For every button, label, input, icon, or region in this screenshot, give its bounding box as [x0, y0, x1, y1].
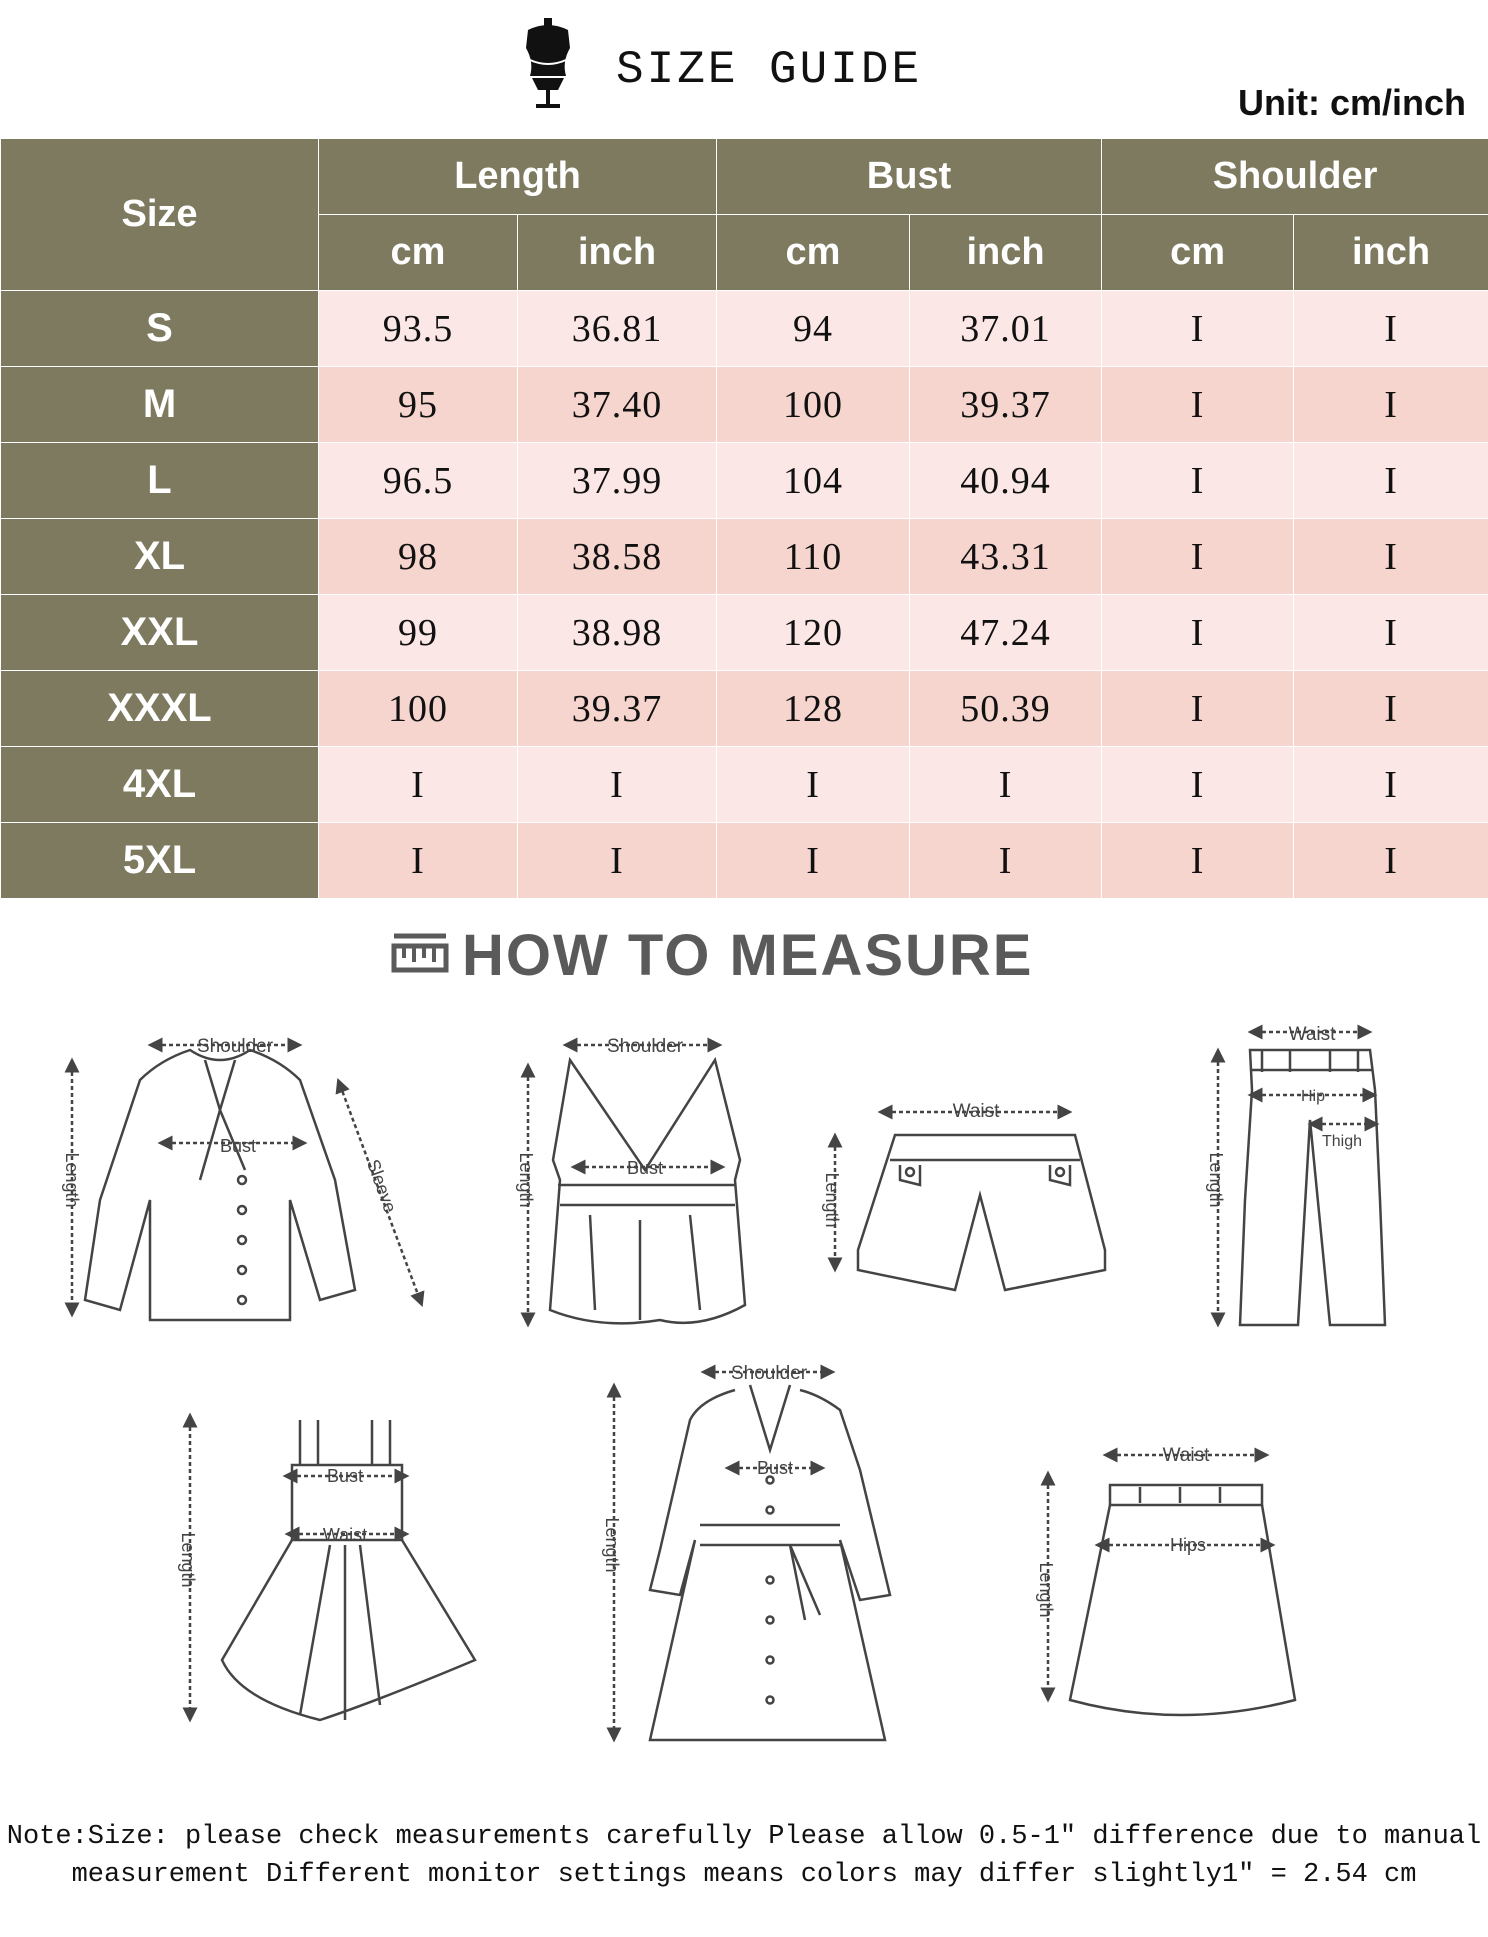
shoulder-label: Shoulder [606, 1036, 684, 1057]
size-cell: S [1, 291, 319, 367]
length-label: Length [62, 1152, 82, 1208]
table-row [1, 671, 1488, 747]
waist-label: Waist [1288, 1024, 1336, 1045]
subheader-cm: cm [717, 215, 910, 291]
value-cell: 96.5 [319, 443, 518, 519]
value-cell: 38.98 [518, 595, 717, 671]
length-label: Length [178, 1532, 198, 1588]
value-cell: I [1102, 747, 1294, 823]
sleeve-label: Sleeve [362, 1156, 401, 1216]
waist-label: Waist [322, 1525, 368, 1545]
value-cell: I [319, 747, 518, 823]
size-cell: 4XL [1, 747, 319, 823]
size-cell: 5XL [1, 823, 319, 899]
value-cell: I [1294, 747, 1488, 823]
dress-form-icon [518, 18, 578, 110]
bust-label: Bust [219, 1136, 257, 1156]
table-row [1, 443, 1488, 519]
size-cell: L [1, 443, 319, 519]
size-cell: XXXL [1, 671, 319, 747]
header [0, 0, 1488, 138]
table-row [1, 595, 1488, 671]
value-cell: 100 [717, 367, 910, 443]
bust-label: Bust [626, 1158, 664, 1178]
value-cell: 104 [717, 443, 910, 519]
value-cell: 39.37 [910, 367, 1102, 443]
value-cell: 95 [319, 367, 518, 443]
pants-icon [1206, 1024, 1385, 1325]
thigh-label: Thigh [1321, 1133, 1363, 1150]
value-cell: 99 [319, 595, 518, 671]
value-cell: 47.24 [910, 595, 1102, 671]
value-cell: I [1102, 291, 1294, 367]
subheader-cm: cm [1102, 215, 1294, 291]
value-cell: I [1102, 671, 1294, 747]
skirt-icon [1036, 1445, 1295, 1715]
value-cell: 37.40 [518, 367, 717, 443]
size-cell: XXL [1, 595, 319, 671]
note-line-2: measurement Different monitor settings means colors may differ slightly1″ = 2.54 cm [71, 1860, 1417, 1890]
value-cell: I [518, 823, 717, 899]
shoulder-group-header: Shoulder [1102, 139, 1488, 215]
tank-top-icon [516, 1036, 745, 1323]
value-cell: 38.58 [518, 519, 717, 595]
how-to-measure-title: HOW TO MEASURE [462, 923, 1034, 988]
length-label: Length [1206, 1152, 1226, 1208]
shoulder-label: Shoulder [196, 1036, 274, 1057]
value-cell: 50.39 [910, 671, 1102, 747]
subheader-cm: cm [319, 215, 518, 291]
value-cell: I [518, 747, 717, 823]
subheader-inch: inch [1294, 215, 1488, 291]
value-cell: I [1102, 595, 1294, 671]
value-cell: 128 [717, 671, 910, 747]
unit-label: Unit: cm/inch [1237, 82, 1466, 123]
value-cell: I [1102, 823, 1294, 899]
value-cell: 98 [319, 519, 518, 595]
value-cell: 100 [319, 671, 518, 747]
value-cell: I [1102, 519, 1294, 595]
value-cell: I [1294, 519, 1488, 595]
value-cell: I [717, 823, 910, 899]
value-cell: I [1294, 671, 1488, 747]
table-row [1, 747, 1488, 823]
value-cell: 37.99 [518, 443, 717, 519]
page-title: SIZE GUIDE [616, 44, 923, 96]
blouse-icon [62, 1036, 420, 1320]
value-cell: 37.01 [910, 291, 1102, 367]
table-row [1, 367, 1488, 443]
hips-label: Hips [1169, 1535, 1207, 1555]
bust-label: Bust [756, 1458, 794, 1478]
measurement-illustrations [0, 1000, 1488, 1760]
value-cell: I [1102, 443, 1294, 519]
value-cell: 120 [717, 595, 910, 671]
length-label: Length [822, 1172, 842, 1228]
value-cell: 36.81 [518, 291, 717, 367]
trench-coat-icon [602, 1363, 890, 1740]
value-cell: 93.5 [319, 291, 518, 367]
value-cell: I [1294, 367, 1488, 443]
waist-label: Waist [1162, 1445, 1210, 1466]
note-line-1: Note:Size: please check measurements carefully Please allow 0.5-1″ difference due to manual [6, 1822, 1482, 1852]
hip-label: Hip [1300, 1088, 1326, 1105]
value-cell: I [717, 747, 910, 823]
ruler-icon [390, 932, 450, 974]
value-cell: 43.31 [910, 519, 1102, 595]
value-cell: 40.94 [910, 443, 1102, 519]
size-table [0, 138, 1488, 899]
table-row [1, 519, 1488, 595]
value-cell: 110 [717, 519, 910, 595]
shorts-icon [822, 1101, 1105, 1290]
value-cell: I [1102, 367, 1294, 443]
value-cell: I [1294, 443, 1488, 519]
length-label: Length [1036, 1562, 1056, 1618]
size-cell: XL [1, 519, 319, 595]
value-cell: I [910, 747, 1102, 823]
dress-icon [178, 1420, 475, 1720]
table-row [1, 291, 1488, 367]
length-label: Length [516, 1152, 536, 1208]
value-cell: 94 [717, 291, 910, 367]
value-cell: I [319, 823, 518, 899]
table-row [1, 823, 1488, 899]
value-cell: 39.37 [518, 671, 717, 747]
note [0, 1818, 1488, 1894]
length-group-header: Length [319, 139, 717, 215]
waist-label: Waist [952, 1101, 1000, 1122]
subheader-inch: inch [518, 215, 717, 291]
size-column-header: Size [1, 139, 319, 291]
shoulder-label: Shoulder [730, 1363, 808, 1384]
value-cell: I [1294, 291, 1488, 367]
how-to-measure-heading [390, 918, 1100, 988]
size-cell: M [1, 367, 319, 443]
value-cell: I [910, 823, 1102, 899]
bust-group-header: Bust [717, 139, 1102, 215]
value-cell: I [1294, 595, 1488, 671]
length-label: Length [602, 1517, 622, 1573]
subheader-inch: inch [910, 215, 1102, 291]
value-cell: I [1294, 823, 1488, 899]
bust-label: Bust [326, 1466, 364, 1486]
